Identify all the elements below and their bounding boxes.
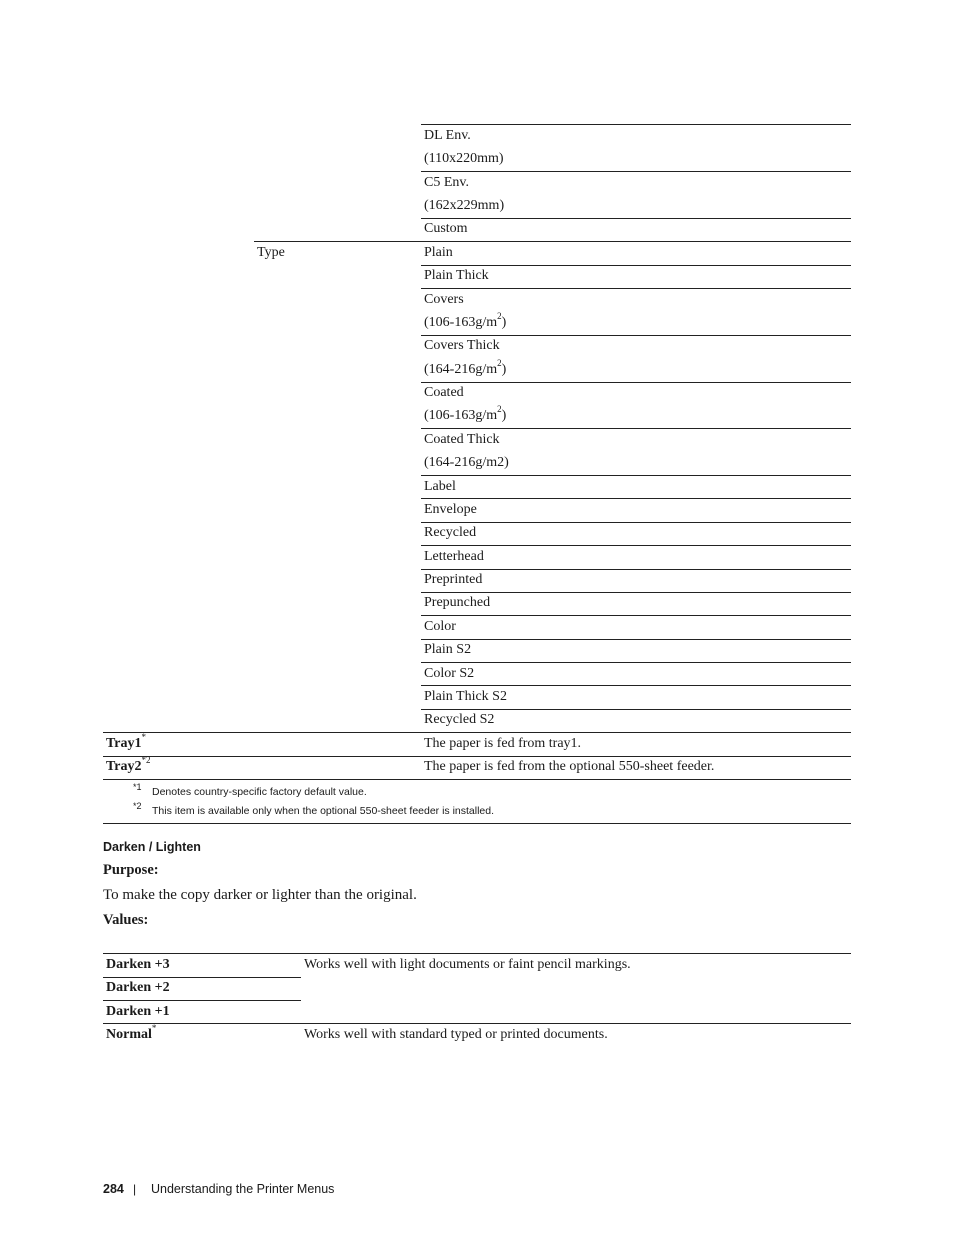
section-heading: Darken / Lighten	[103, 840, 201, 854]
values-table-rule	[103, 1000, 301, 1001]
value-covers-thick: Covers Thick	[424, 338, 500, 353]
value-covers-thick-weight: $(164-216g/m^2)$	[424, 358, 507, 377]
value-color: Color	[424, 619, 456, 634]
table-rule	[103, 732, 851, 733]
table-rule	[254, 241, 851, 242]
value-preprinted: Preprinted	[424, 572, 483, 587]
table-rule	[421, 124, 851, 125]
value-darken-2: Darken +2	[106, 980, 170, 995]
value-coated: Coated	[424, 385, 464, 400]
table-rule	[103, 823, 851, 824]
purpose-label: Purpose:	[103, 862, 159, 878]
footnote-2-text: This item is available only when the optional 550-sheet feeder is installed.	[152, 805, 495, 817]
tray2-description: The paper is fed from the optional 550-sheet feeder.	[424, 759, 715, 774]
table-rule	[103, 756, 851, 757]
value-color-s2: Color S2	[424, 666, 475, 681]
value-recycled: Recycled	[424, 525, 477, 540]
value-coated-thick: Coated Thick	[424, 432, 500, 447]
value-coated-weight: $(106-163g/m^2)$	[424, 404, 507, 423]
value-label: Label	[424, 479, 456, 494]
value-recycled-s2: Recycled S2	[424, 712, 495, 727]
table-rule	[421, 709, 851, 710]
table-rule	[421, 592, 851, 593]
table-rule	[421, 171, 851, 172]
table-rule	[421, 335, 851, 336]
value-covers-weight: $(106-163g/m^2)$	[424, 311, 507, 330]
tray1-label: Tray1*	[106, 732, 147, 751]
values-table-rule	[103, 977, 301, 978]
table-rule	[421, 288, 851, 289]
table-rule	[421, 639, 851, 640]
tray1-description: The paper is fed from tray1.	[424, 736, 582, 751]
value-plain-thick-s2: Plain Thick S2	[424, 689, 507, 704]
value-plain-s2: Plain S2	[424, 642, 472, 657]
table-rule	[421, 475, 851, 476]
purpose-text: To make the copy darker or lighter than the original.	[103, 887, 417, 903]
type-label: Type	[257, 245, 285, 260]
values-table-rule	[103, 1023, 851, 1024]
table-rule	[421, 265, 851, 266]
footer-separator: |	[133, 1182, 137, 1196]
value-covers: Covers	[424, 292, 464, 307]
table-rule	[103, 779, 851, 780]
value-plain: Plain	[424, 245, 453, 260]
value-custom: Custom	[424, 221, 468, 236]
value-darken-3: Darken +3	[106, 957, 170, 972]
table-rule	[421, 382, 851, 383]
value-envelope: Envelope	[424, 502, 477, 517]
values-label: Values:	[103, 912, 149, 928]
footnote-1-mark: *1	[133, 782, 142, 792]
value-letterhead: Letterhead	[424, 549, 484, 564]
table-rule	[421, 498, 851, 499]
table-rule	[421, 218, 851, 219]
normal-description: Works well with standard typed or printed documents.	[304, 1027, 608, 1042]
footer-section-title: Understanding the Printer Menus	[151, 1182, 335, 1196]
value-prepunched: Prepunched	[424, 595, 491, 610]
page-number: 284	[103, 1182, 124, 1196]
table-rule	[421, 685, 851, 686]
value-coated-thick-weight: (164-216g/m2)	[424, 455, 509, 470]
value-plain-thick: Plain Thick	[424, 268, 489, 283]
table-rule	[421, 522, 851, 523]
value-c5-env: C5 Env.	[424, 175, 469, 190]
table-rule	[421, 662, 851, 663]
table-rule	[421, 615, 851, 616]
footnote-1-text: Denotes country-specific factory default value.	[152, 786, 367, 798]
value-darken-1: Darken +1	[106, 1004, 170, 1019]
table-rule	[421, 428, 851, 429]
footnote-2-mark: *2	[133, 801, 142, 811]
value-dl-env-size: (110x220mm)	[424, 151, 504, 166]
table-rule	[421, 545, 851, 546]
value-c5-env-size: (162x229mm)	[424, 198, 505, 213]
table-rule	[421, 569, 851, 570]
tray2-label: Tray2$^{*2}$	[106, 755, 151, 774]
value-normal: Normal*	[106, 1023, 157, 1042]
values-table-rule	[103, 953, 851, 954]
value-dl-env: DL Env.	[424, 128, 471, 143]
darken-description: Works well with light documents or faint pencil markings.	[304, 957, 631, 972]
